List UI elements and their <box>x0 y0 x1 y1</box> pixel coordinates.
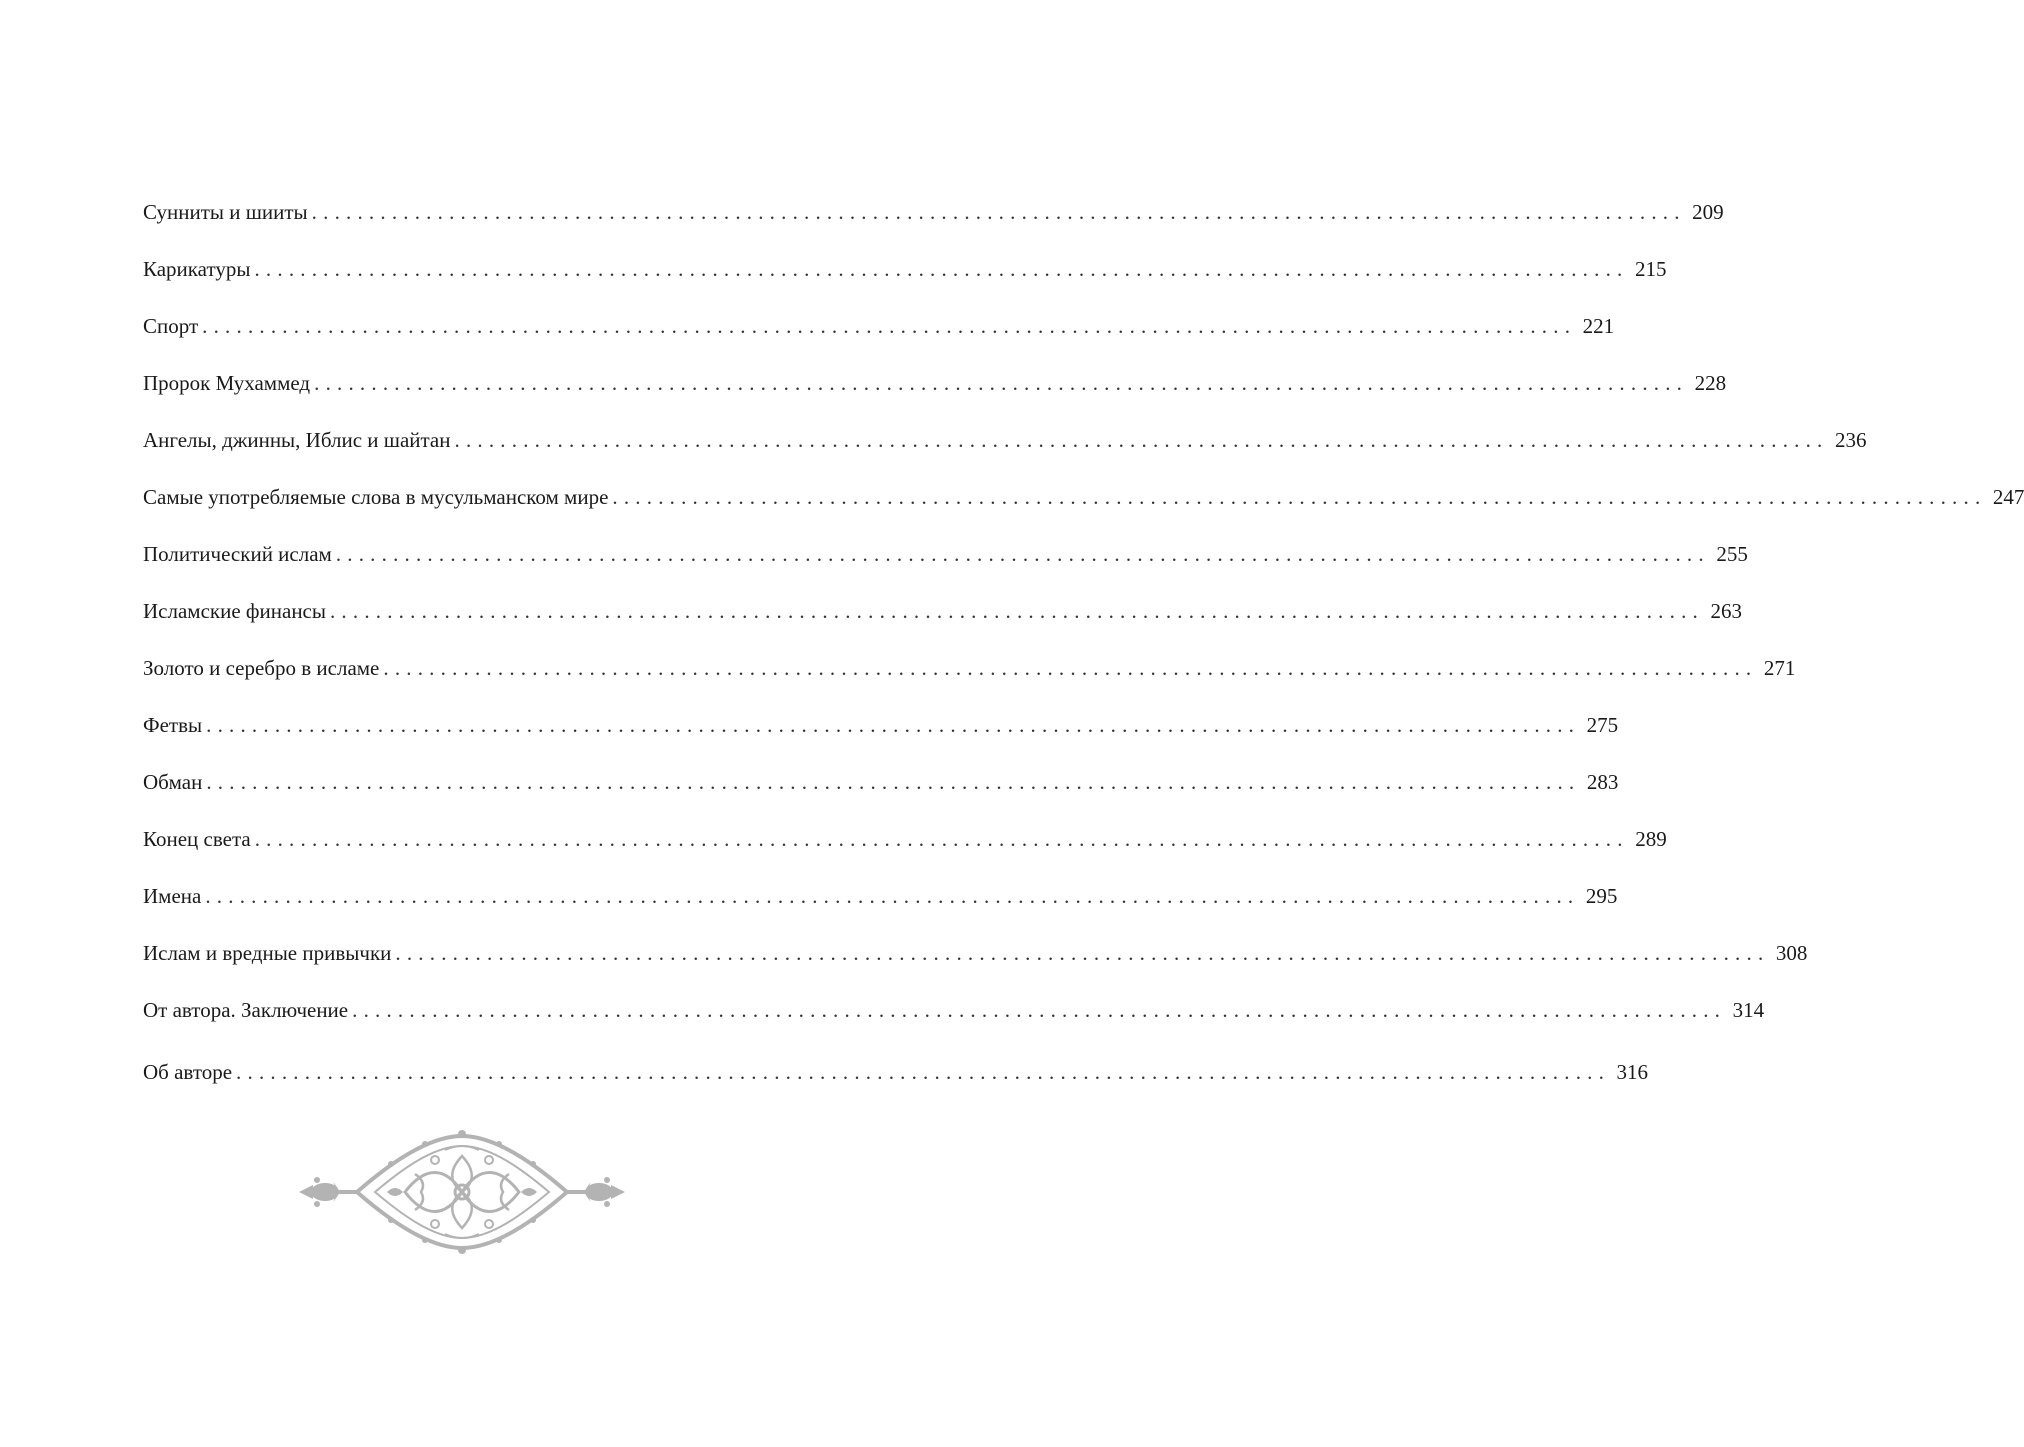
toc-entry-title: Ангелы, джинны, Иблис и шайтан <box>143 428 451 452</box>
toc-entry <box>143 990 1765 1047</box>
toc-entry-page: 283 <box>1586 770 1619 794</box>
toc-entry-title: Ислам и вредные привычки <box>143 941 392 965</box>
toc-dot-leader: ........................................................................................................................ <box>395 941 1770 965</box>
toc-dot-leader: ........................................................................................................................ <box>314 371 1689 395</box>
toc-entry-page: 289 <box>1635 827 1667 851</box>
toc-entry <box>143 477 2024 534</box>
toc-dot-leader: ........................................................................................................................ <box>236 1060 1611 1084</box>
toc-entry-page: 215 <box>1634 257 1667 281</box>
table-of-contents <box>143 192 2024 1109</box>
toc-entry <box>143 876 1618 933</box>
toc-dot-leader: ........................................................................................................................ <box>206 770 1581 794</box>
toc-entry-title: Политический ислам <box>143 542 332 566</box>
toc-dot-leader: ........................................................................................................................ <box>383 656 1758 680</box>
toc-entry <box>143 534 1748 591</box>
toc-entry <box>143 306 1615 363</box>
toc-entry-title: Сунниты и шииты <box>143 200 308 224</box>
toc-dot-leader: ........................................................................................................................ <box>202 314 1577 338</box>
toc-dot-leader: ........................................................................................................................ <box>329 599 1704 623</box>
toc-entry <box>143 192 1724 249</box>
toc-entry-page: 316 <box>1616 1060 1649 1084</box>
toc-entry-title: Обман <box>143 770 203 794</box>
toc-entry <box>143 933 1808 990</box>
toc-dot-leader: ........................................................................................................................ <box>254 257 1629 281</box>
toc-entry-page: 295 <box>1585 884 1618 908</box>
toc-entry-title: Конец света <box>143 827 251 851</box>
toc-entry-page: 271 <box>1763 656 1796 680</box>
toc-dot-leader: ........................................................................................................................ <box>205 884 1580 908</box>
toc-dot-leader: ........................................................................................................................ <box>612 485 1987 509</box>
toc-entry <box>143 249 1667 306</box>
toc-entry-title: Карикатуры <box>143 257 251 281</box>
toc-dot-leader: ........................................................................................................................ <box>206 713 1581 737</box>
toc-entry-title: Золото и серебро в исламе <box>143 656 380 680</box>
toc-entry-title: Об авторе <box>143 1060 233 1084</box>
toc-entry-page: 275 <box>1586 713 1619 737</box>
toc-entry-title: Спорт <box>143 314 199 338</box>
toc-entry <box>143 1052 1649 1109</box>
toc-entry-page: 247 <box>1992 485 2024 509</box>
toc-entry-page: 255 <box>1716 542 1748 566</box>
toc-entry <box>143 591 1742 648</box>
toc-entry-page: 221 <box>1582 314 1615 338</box>
toc-dot-leader: ........................................................................................................................ <box>335 542 1710 566</box>
arabesque-ornament-icon <box>295 1130 629 1255</box>
toc-entry <box>143 420 1867 477</box>
toc-entry <box>143 819 1667 876</box>
toc-entry-title: От автора. Заключение <box>143 998 349 1022</box>
toc-dot-leader: ........................................................................................................................ <box>311 200 1686 224</box>
toc-entry-page: 314 <box>1732 998 1765 1022</box>
toc-entry <box>143 705 1619 762</box>
toc-entry <box>143 762 1619 819</box>
toc-entry-page: 263 <box>1710 599 1742 623</box>
toc-entry-title: Имена <box>143 884 202 908</box>
toc-dot-leader: ........................................................................................................................ <box>454 428 1829 452</box>
toc-entry-page: 236 <box>1835 428 1867 452</box>
toc-entry-title: Фетвы <box>143 713 203 737</box>
toc-entry-title: Исламские финансы <box>143 599 326 623</box>
toc-dot-leader: ........................................................................................................................ <box>352 998 1727 1022</box>
toc-entry-page: 228 <box>1694 371 1727 395</box>
toc-entry-page: 308 <box>1775 941 1808 965</box>
toc-entry-page: 209 <box>1692 200 1724 224</box>
toc-entry <box>143 648 1796 705</box>
toc-entry-title: Самые употребляемые слова в мусульманском мире <box>143 485 609 509</box>
toc-entry-title: Пророк Мухаммед <box>143 371 311 395</box>
toc-dot-leader: ........................................................................................................................ <box>254 827 1629 851</box>
toc-entry <box>143 363 1727 420</box>
